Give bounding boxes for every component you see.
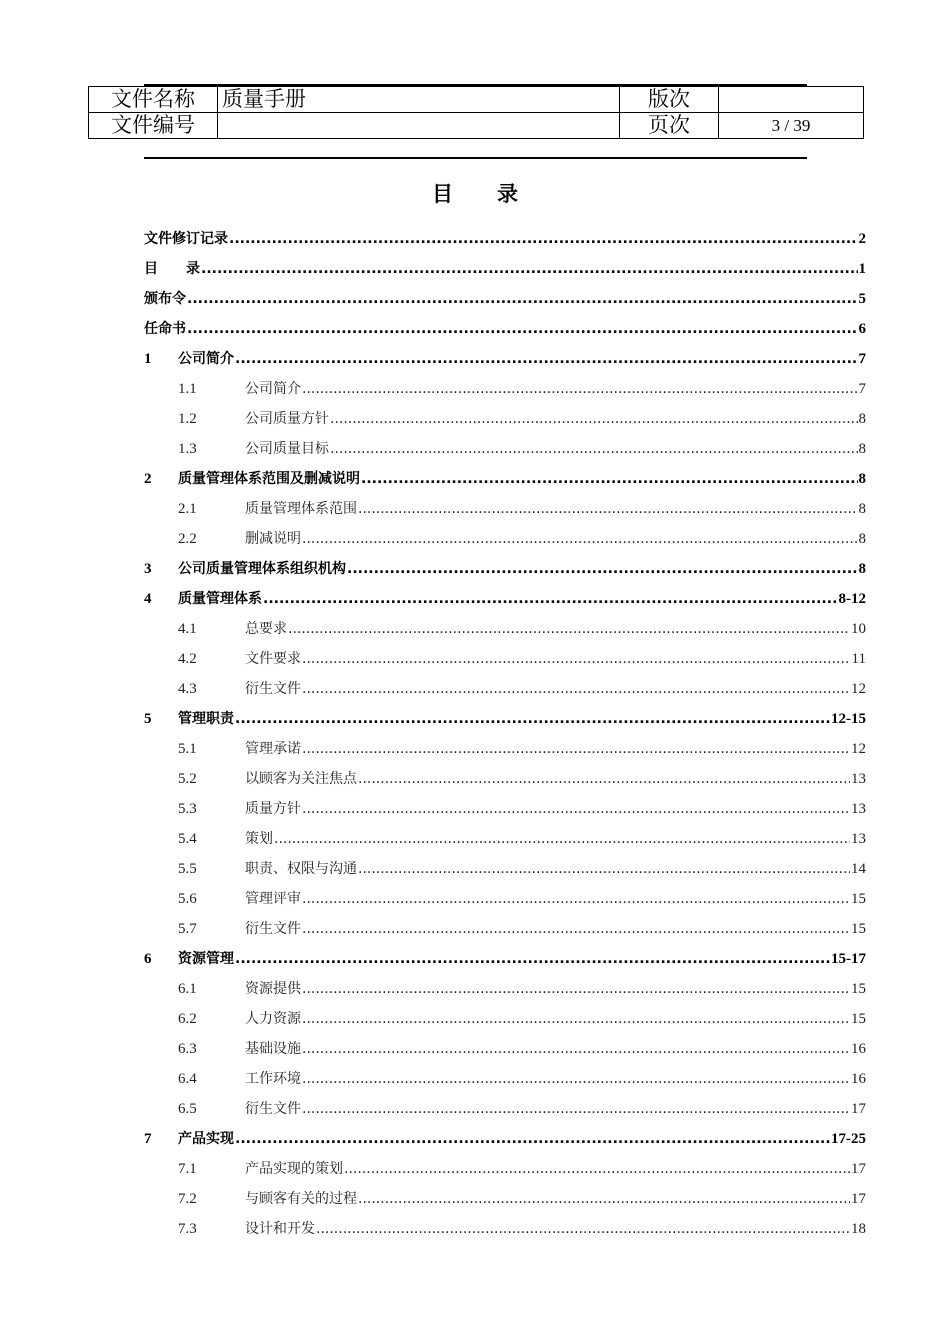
toc-dot-leader: [302, 1094, 850, 1124]
toc-dot-leader: [201, 254, 858, 284]
toc-entry-number: 5.6: [178, 891, 197, 907]
toc-entry-label: 职责、权限与沟通: [245, 861, 357, 877]
toc-entry-label: 质量管理体系: [178, 591, 262, 607]
toc-entry[interactable]: [144, 764, 866, 794]
toc-entry-page: 6: [858, 321, 866, 337]
toc-dot-leader: [302, 974, 850, 1004]
toc-entry[interactable]: [144, 1004, 866, 1034]
toc-entry-label: 以顾客为关注焦点: [245, 771, 357, 787]
toc-entry-number: 1.3: [178, 441, 197, 457]
toc-entry[interactable]: [144, 734, 866, 764]
toc-entry-number: 6.5: [178, 1101, 197, 1117]
toc-entry-page: 17: [851, 1101, 866, 1117]
toc-entry[interactable]: [144, 524, 866, 554]
toc-entry-label: 文件要求: [245, 651, 301, 667]
toc-entry-page: 13: [851, 831, 866, 847]
toc-entry[interactable]: [144, 1154, 866, 1184]
toc-dot-leader: [358, 854, 850, 884]
toc-dot-leader: [302, 674, 850, 704]
toc-dot-leader: [316, 1214, 850, 1244]
toc-entry[interactable]: [144, 254, 866, 284]
toc-entry-label: 质量管理体系范围及删减说明: [178, 471, 360, 487]
toc-entry-label: 总要求: [245, 621, 287, 637]
toc-entry-number: 3: [144, 561, 152, 577]
toc-entry-label: 管理评审: [245, 891, 301, 907]
toc-entry-label: 资源管理: [178, 951, 234, 967]
toc-entry-label: 与顾客有关的过程: [245, 1191, 357, 1207]
toc-entry-number: 4.2: [178, 651, 197, 667]
toc-entry[interactable]: [144, 224, 866, 254]
toc-entry-number: 5: [144, 711, 152, 727]
version-value: [719, 87, 864, 113]
toc-entry-number: 6.2: [178, 1011, 197, 1027]
toc-entry[interactable]: [144, 1184, 866, 1214]
toc-entry-label: 衍生文件: [245, 1101, 301, 1117]
toc-entry[interactable]: [144, 644, 866, 674]
toc-entry-label: 设计和开发: [245, 1221, 315, 1237]
toc-entry-label: 衍生文件: [245, 921, 301, 937]
toc-entry-label: 工作环境: [245, 1071, 301, 1087]
header-row-name: [89, 87, 864, 113]
toc-entry-number: 2.2: [178, 531, 197, 547]
toc-entry-page: 12-15: [831, 711, 866, 727]
toc-entry-page: 8: [858, 441, 866, 457]
toc-dot-leader: [187, 314, 858, 344]
toc-entry[interactable]: [144, 344, 866, 374]
toc-dot-leader: [235, 704, 830, 734]
doc-name-value: 质量手册: [218, 87, 620, 113]
toc-entry-number: 5.3: [178, 801, 197, 817]
toc-entry[interactable]: [144, 794, 866, 824]
toc-entry-page: 13: [851, 771, 866, 787]
toc-entry[interactable]: [144, 854, 866, 884]
toc-entry[interactable]: [144, 464, 866, 494]
toc-entry-label: 公司简介: [245, 381, 301, 397]
toc-entry-page: 17-25: [831, 1131, 866, 1147]
toc-entry-label: 资源提供: [245, 981, 301, 997]
toc-entry-page: 8: [858, 411, 866, 427]
toc-entry-page: 2: [858, 231, 866, 247]
toc-entry[interactable]: [144, 404, 866, 434]
toc-dot-leader: [263, 584, 838, 614]
toc-entry-page: 15: [851, 1011, 866, 1027]
toc-entry-page: 15-17: [831, 951, 866, 967]
toc-entry[interactable]: [144, 1094, 866, 1124]
toc-dot-leader: [330, 434, 858, 464]
toc-entry[interactable]: [144, 314, 866, 344]
toc-entry-number: 5.1: [178, 741, 197, 757]
doc-code-label: 文件编号: [89, 113, 218, 139]
toc-entry-number: 6.4: [178, 1071, 197, 1087]
toc-entry[interactable]: [144, 1124, 866, 1154]
toc-entry-page: 11: [851, 651, 866, 667]
toc-dot-leader: [187, 284, 858, 314]
toc-entry[interactable]: [144, 614, 866, 644]
toc-entry-number: 4.3: [178, 681, 197, 697]
toc-entry[interactable]: [144, 914, 866, 944]
toc-entry-number: 5.2: [178, 771, 197, 787]
toc-entry-number: 6: [144, 951, 152, 967]
toc-entry-number: 6.3: [178, 1041, 197, 1057]
toc-entry-label: 基础设施: [245, 1041, 301, 1057]
toc-entry-label: 产品实现的策划: [245, 1161, 343, 1177]
toc-entry-label: 管理职责: [178, 711, 234, 727]
toc-entry-number: 1.2: [178, 411, 197, 427]
toc-entry-page: 1: [858, 261, 866, 277]
toc-entry-label: 衍生文件: [245, 681, 301, 697]
toc-entry-number: 5.7: [178, 921, 197, 937]
header-bottom-rule: [144, 157, 807, 159]
toc-dot-leader: [358, 494, 858, 524]
toc-entry-number: 7: [144, 1131, 152, 1147]
doc-name-label: 文件名称: [89, 87, 218, 113]
toc-entry-label: 策划: [245, 831, 273, 847]
toc-entry[interactable]: [144, 944, 866, 974]
toc-dot-leader: [302, 1034, 850, 1064]
page-label: 页次: [620, 113, 719, 139]
doc-code-value: [218, 113, 620, 139]
toc-entry-page: 13: [851, 801, 866, 817]
toc-entry-page: 16: [851, 1071, 866, 1087]
toc-entry-page: 10: [851, 621, 866, 637]
toc-entry-page: 14: [851, 861, 866, 877]
toc-entry-number: 5.5: [178, 861, 197, 877]
toc-dot-leader: [302, 734, 850, 764]
toc-entry-page: 16: [851, 1041, 866, 1057]
toc-dot-leader: [235, 944, 830, 974]
toc-entry[interactable]: [144, 824, 866, 854]
toc-entry-page: 17: [851, 1191, 866, 1207]
page-value: 3 / 39: [719, 113, 864, 139]
toc-entry[interactable]: [144, 494, 866, 524]
toc-entry-number: 4.1: [178, 621, 197, 637]
toc-entry-number: 7.3: [178, 1221, 197, 1237]
toc-entry-label: 公司简介: [178, 351, 234, 367]
toc-dot-leader: [302, 914, 850, 944]
toc-entry[interactable]: [144, 1064, 866, 1094]
toc-entry[interactable]: [144, 374, 866, 404]
toc-entry[interactable]: [144, 1214, 866, 1244]
toc-entry-label: 公司质量目标: [245, 441, 329, 457]
toc-dot-leader: [302, 884, 850, 914]
document-header-table: [88, 86, 864, 139]
toc-entry-page: 12: [851, 741, 866, 757]
toc-entry-label: 目 录: [144, 261, 200, 277]
toc-entry-label: 质量方针: [245, 801, 301, 817]
toc-entry-page: 15: [851, 921, 866, 937]
toc-dot-leader: [229, 224, 858, 254]
toc-dot-leader: [302, 794, 850, 824]
version-label: 版次: [620, 87, 719, 113]
toc-entry-page: 8: [858, 501, 866, 517]
toc-entry-number: 1: [144, 351, 152, 367]
toc-entry-number: 6.1: [178, 981, 197, 997]
toc-dot-leader: [288, 614, 850, 644]
toc-entry-label: 人力资源: [245, 1011, 301, 1027]
toc-entry-page: 7: [858, 351, 866, 367]
toc-dot-leader: [361, 464, 858, 494]
toc-entry-label: 产品实现: [178, 1131, 234, 1147]
toc-dot-leader: [358, 1184, 850, 1214]
toc-entry-label: 管理承诺: [245, 741, 301, 757]
toc-entry-label: 颁布令: [144, 291, 186, 307]
toc-entry[interactable]: [144, 1034, 866, 1064]
toc-entry-label: 删减说明: [245, 531, 301, 547]
toc-entry-number: 7.1: [178, 1161, 197, 1177]
toc-entry-number: 2: [144, 471, 152, 487]
toc-entry-page: 12: [851, 681, 866, 697]
toc-entry-label: 文件修订记录: [144, 231, 228, 247]
header-row-code: [89, 113, 864, 139]
toc-dot-leader: [235, 344, 858, 374]
toc-entry-number: 4: [144, 591, 152, 607]
toc-entry[interactable]: [144, 704, 866, 734]
toc-entry[interactable]: [144, 554, 866, 584]
toc-dot-leader: [302, 524, 858, 554]
toc-entry-page: 15: [851, 891, 866, 907]
toc-dot-leader: [302, 1064, 850, 1094]
toc-entry-label: 公司质量方针: [245, 411, 329, 427]
toc-entry-number: 5.4: [178, 831, 197, 847]
toc-entry-page: 7: [858, 381, 866, 397]
toc-entry-label: 质量管理体系范围: [245, 501, 357, 517]
toc-dot-leader: [344, 1154, 850, 1184]
toc-dot-leader: [302, 374, 858, 404]
page-title-left: 目: [432, 182, 453, 206]
toc-entry[interactable]: [144, 974, 866, 1004]
page-title: [0, 178, 950, 208]
toc-entry-page: 8: [858, 531, 866, 547]
toc-entry[interactable]: [144, 674, 866, 704]
toc-entry[interactable]: [144, 284, 866, 314]
toc-entry-label: 公司质量管理体系组织机构: [178, 561, 346, 577]
toc-dot-leader: [302, 644, 851, 674]
toc-dot-leader: [358, 764, 850, 794]
toc-entry-page: 5: [858, 291, 866, 307]
toc-entry-number: 7.2: [178, 1191, 197, 1207]
toc-entry-label: 任命书: [144, 321, 186, 337]
toc-entry-page: 15: [851, 981, 866, 997]
toc-entry-page: 8: [858, 471, 866, 487]
toc-dot-leader: [330, 404, 858, 434]
toc-entry[interactable]: [144, 884, 866, 914]
toc-entry[interactable]: [144, 434, 866, 464]
page-title-right: 录: [497, 182, 518, 206]
toc-entry-page: 18: [851, 1221, 866, 1237]
toc-entry-page: 17: [851, 1161, 866, 1177]
toc-entry-number: 2.1: [178, 501, 197, 517]
toc-dot-leader: [235, 1124, 830, 1154]
toc-dot-leader: [347, 554, 858, 584]
toc-dot-leader: [274, 824, 850, 854]
toc-entry-page: 8: [858, 561, 866, 577]
table-of-contents: [144, 224, 866, 1244]
toc-dot-leader: [302, 1004, 850, 1034]
toc-entry-number: 1.1: [178, 381, 197, 397]
toc-entry-page: 8-12: [838, 591, 866, 607]
toc-entry[interactable]: [144, 584, 866, 614]
